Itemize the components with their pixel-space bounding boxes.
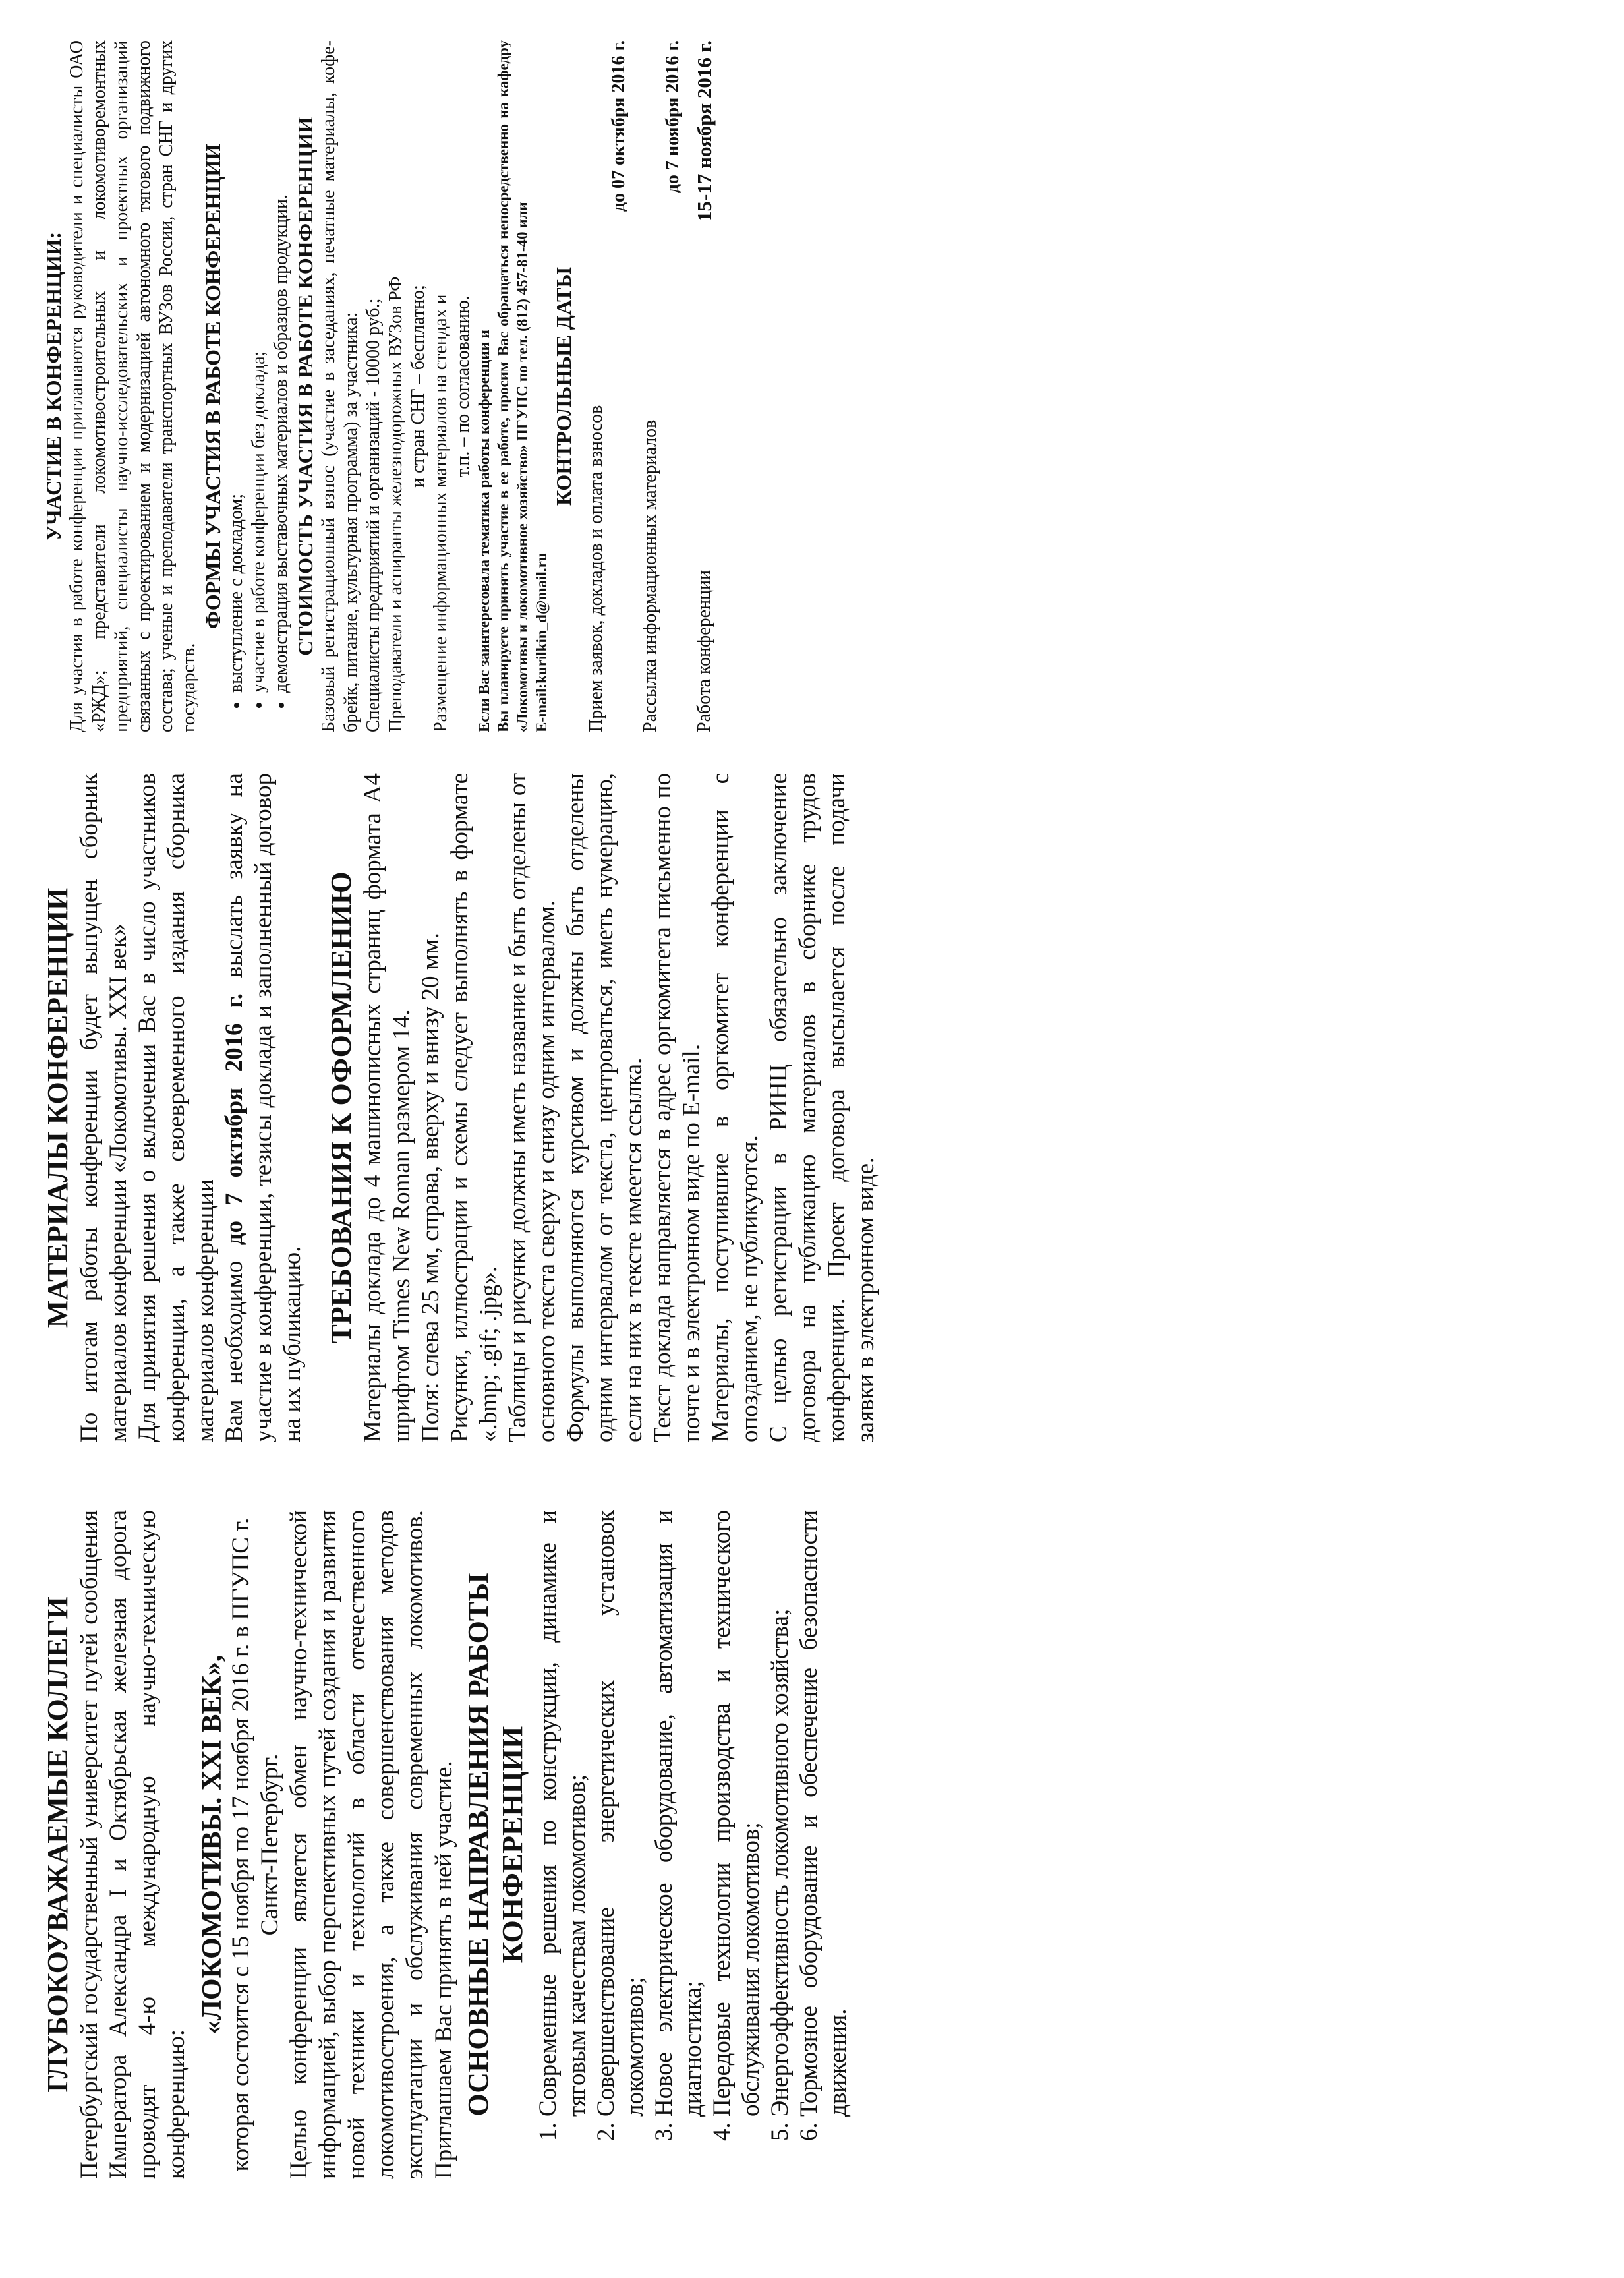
form-item: • участие в работе конференции без доклада; bbox=[248, 40, 270, 693]
contact-line-2: Вы планируете принять участие в ее работе, просим Вас обращаться непосредственно на кафедру «Локомотивы и локомотивное хозяйство» ПГУПС по тел. (812) 457-81-40 или bbox=[495, 40, 531, 732]
requirement-item: Таблицы и рисунки должны иметь название и быть отделены от основного текста сверху и снизу одним интервалом. bbox=[504, 773, 560, 1442]
directions-list bbox=[534, 1510, 853, 2179]
cost-heading: СТОИМОСТЬ УЧАСТИЯ В РАБОТЕ КОНФЕРЕНЦИИ bbox=[293, 117, 317, 656]
invitation-heading: ГЛУБОКОУВАЖАЕМЫЕ КОЛЛЕГИ bbox=[42, 1596, 74, 2093]
date-label: Рассылка информационных материалов bbox=[640, 419, 660, 732]
cost-specialists: Специалисты предприятий и организаций - 10000 руб.; bbox=[363, 298, 384, 732]
participation-heading: УЧАСТИЕ В КОНФЕРЕНЦИИ: bbox=[42, 231, 65, 541]
date-label: Прием заявок, докладов и оплата взносов bbox=[586, 405, 606, 732]
direction-item: 1. Современные решения по конструкции, динамике и тяговым качествам локомотивов; bbox=[534, 1510, 592, 2117]
cost-teachers-2: и стран СНГ – бесплатно; bbox=[408, 285, 428, 488]
cost-teachers: Преподаватели и аспиранты железнодорожных ВУЗов РФ bbox=[386, 276, 406, 732]
cost-placement: Размещение информационных материалов на стендах и bbox=[430, 294, 451, 732]
requirements-heading: ТРЕБОВАНИЯ К ОФОРМЛЕНИЮ bbox=[325, 871, 357, 1344]
invitation-intro: Петербургский государственный университет путей сообщения Императора Александра I и Октябрьская железная дорога проводят 4-ю международную научно-техническую конференцию: bbox=[76, 1510, 190, 2179]
conference-goal: Целью конференции является обмен научно-технической информацией, выбор перспективных путей создания и развития новой техники и технологий в области отечественного локомотивостроения, а также совершенствования методов эксплуатации и обслуживания современных локомотивов. Приглашаем Вас принять в ней участие. bbox=[285, 1510, 457, 2179]
requirement-item: Формулы выполняются курсивом и должны быть отделены одним интервалом от текста, центроваться, иметь нумерацию, если на них в тексте имеется ссылка. bbox=[562, 773, 647, 1442]
panel-materials bbox=[41, 773, 881, 1442]
form-item: • выступление с докладом; bbox=[225, 40, 248, 693]
date-value: до 07 октября 2016 г. bbox=[608, 40, 629, 212]
contact-line-1: Если Вас заинтересовала тематика работы конференции и bbox=[476, 330, 492, 732]
directions-heading: ОСНОВНЫЕ НАПРАВЛЕНИЯ РАБОТЫ КОНФЕРЕНЦИИ bbox=[462, 1573, 529, 2117]
direction-item: 4. Передовые технологии производства и технического обслуживания локомотивов; bbox=[708, 1510, 766, 2117]
materials-p1: По итогам работы конференции будет выпущен сборник материалов конференции «Локомотивы. XXI век» bbox=[76, 773, 132, 1442]
requirement-item: Материалы, поступившие в оргкомитет конференции с опозданием, не публикуются. bbox=[707, 773, 763, 1442]
direction-item: 6. Тормозное оборудование и обеспечение безопасности движения. bbox=[795, 1510, 853, 2117]
materials-deadline: до 7 октября 2016 г. bbox=[221, 993, 248, 1246]
direction-item: 2. Совершенствование энергетических установок локомотивов; bbox=[592, 1510, 650, 2117]
contact-email: E-mail:kurilkin_d@mail.ru bbox=[533, 552, 550, 732]
requirement-item: Текст доклада направляется в адрес оргкомитета письменно по почте и в электронном виде по E-mail. bbox=[649, 773, 705, 1442]
direction-item: 3. Новое электрическое оборудование, автоматизация и диагностика; bbox=[650, 1510, 708, 2117]
materials-p2: Для принятия решения о включении Вас в число участников конференции, а также своевременного издания сборника материалов конференции bbox=[134, 773, 219, 1442]
form-item: • демонстрация выставочных материалов и образцов продукции. bbox=[270, 40, 293, 693]
requirement-item: Материалы доклада до 4 машинописных страниц формата А4 шрифтом Times New Roman размером 14. bbox=[359, 773, 415, 1442]
date-value: до 7 ноября 2016 г. bbox=[662, 40, 683, 194]
cost-placement-2: т.п. – по согласованию. bbox=[453, 295, 473, 477]
forms-heading: ФОРМЫ УЧАСТИЯ В РАБОТЕ КОНФЕРЕНЦИИ bbox=[201, 143, 225, 629]
date-row bbox=[693, 40, 716, 732]
cost-base: Базовый регистрационный взнос (участие в заседаниях, печатные материалы, кофе-брейк, питание, культурная программа) за участника: bbox=[318, 40, 361, 732]
requirement-item: С целью регистрации в РИНЦ обязательно заключение договора на публикацию материалов в сборнике трудов конференции. Проект договора высылается после подачи заявки в электронном виде. bbox=[765, 773, 879, 1442]
participation-intro: Для участия в работе конференции приглашаются руководители и специалисты ОАО «РЖД»; представители локомотивостроительных и локомотиворемонтных предприятий, специалисты научно-исследовательских и проектных организаций связанных с проектированием и модернизацией автономного тягового подвижного состава; ученые и преподаватели транспортных ВУЗов России, стран СНГ и других государств. bbox=[67, 40, 199, 732]
date-label: Работа конференции bbox=[694, 570, 714, 732]
requirement-item: Поля: слева 25 мм, справа, вверху и внизу 20 мм. bbox=[417, 933, 444, 1442]
direction-item: 5. Энергоэффективность локомотивного хозяйства; bbox=[766, 1510, 795, 2117]
materials-p3 bbox=[220, 773, 307, 1442]
materials-p3-after: выслать заявку на участие в конференции, тезисы доклада и заполненный договор на их публикацию. bbox=[221, 773, 306, 1442]
panel-participation bbox=[41, 40, 716, 732]
contact-block bbox=[475, 40, 551, 732]
date-row bbox=[585, 40, 630, 732]
conference-title: «ЛОКОМОТИВЫ. XXI ВЕК», bbox=[197, 1654, 227, 2035]
control-dates-heading: КОНТРОЛЬНЫЕ ДАТЫ bbox=[552, 267, 575, 506]
materials-p3-before: Вам необходимо bbox=[221, 1260, 248, 1442]
materials-heading: МАТЕРИАЛЫ КОНФЕРЕНЦИИ bbox=[42, 887, 74, 1328]
conference-dates-text: которая состоится с 15 ноября по 17 ноября 2016 г. в ПГУПС г. Санкт-Петербург. bbox=[227, 1517, 283, 2172]
requirement-item: Рисунки, иллюстрации и схемы следует выполнять в формате «.bmp; .gif; .jpg». bbox=[446, 773, 502, 1442]
forms-list bbox=[225, 40, 293, 732]
date-value: 15-17 ноября 2016 г. bbox=[693, 40, 716, 221]
panel-invitation bbox=[41, 1510, 853, 2179]
date-row bbox=[639, 40, 684, 732]
